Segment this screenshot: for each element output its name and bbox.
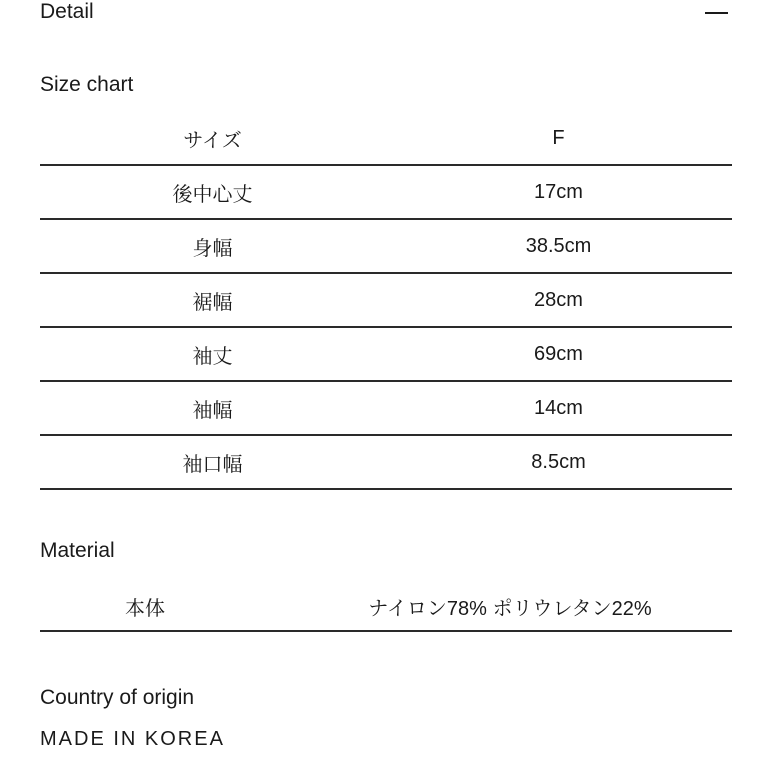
measurement-value: 14cm [385, 381, 732, 435]
table-row [40, 219, 732, 273]
measurement-label: 身幅 [40, 219, 385, 273]
table-row [40, 273, 732, 327]
table-row [40, 327, 732, 381]
country-of-origin-title: Country of origin [40, 686, 195, 709]
table-row [40, 435, 732, 489]
measurement-value: 28cm [385, 273, 732, 327]
material-label: 本体 [125, 598, 165, 620]
size-chart-table [40, 112, 732, 490]
table-row [40, 165, 732, 219]
size-header-label: サイズ [40, 112, 385, 165]
measurement-label: 袖丈 [40, 327, 385, 381]
material-title: Material [40, 539, 115, 562]
measurement-label: 裾幅 [40, 273, 385, 327]
measurement-label: 袖口幅 [40, 435, 385, 489]
measurement-value: 38.5cm [385, 219, 732, 273]
table-row [40, 381, 732, 435]
measurement-value: 69cm [385, 327, 732, 381]
detail-header[interactable] [40, 0, 732, 28]
country-of-origin-value: MADE IN KOREA [40, 728, 225, 750]
measurement-label: 後中心丈 [40, 165, 385, 219]
material-row [40, 580, 732, 632]
measurement-label: 袖幅 [40, 381, 385, 435]
size-header-value: F [385, 112, 732, 165]
detail-title: Detail [40, 0, 94, 23]
measurement-value: 17cm [385, 165, 732, 219]
size-chart-title: Size chart [40, 73, 134, 96]
minus-icon[interactable] [705, 12, 728, 14]
measurement-value: 8.5cm [385, 435, 732, 489]
table-header-row [40, 112, 732, 165]
material-value: ナイロン78% ポリウレタン22% [368, 598, 652, 620]
